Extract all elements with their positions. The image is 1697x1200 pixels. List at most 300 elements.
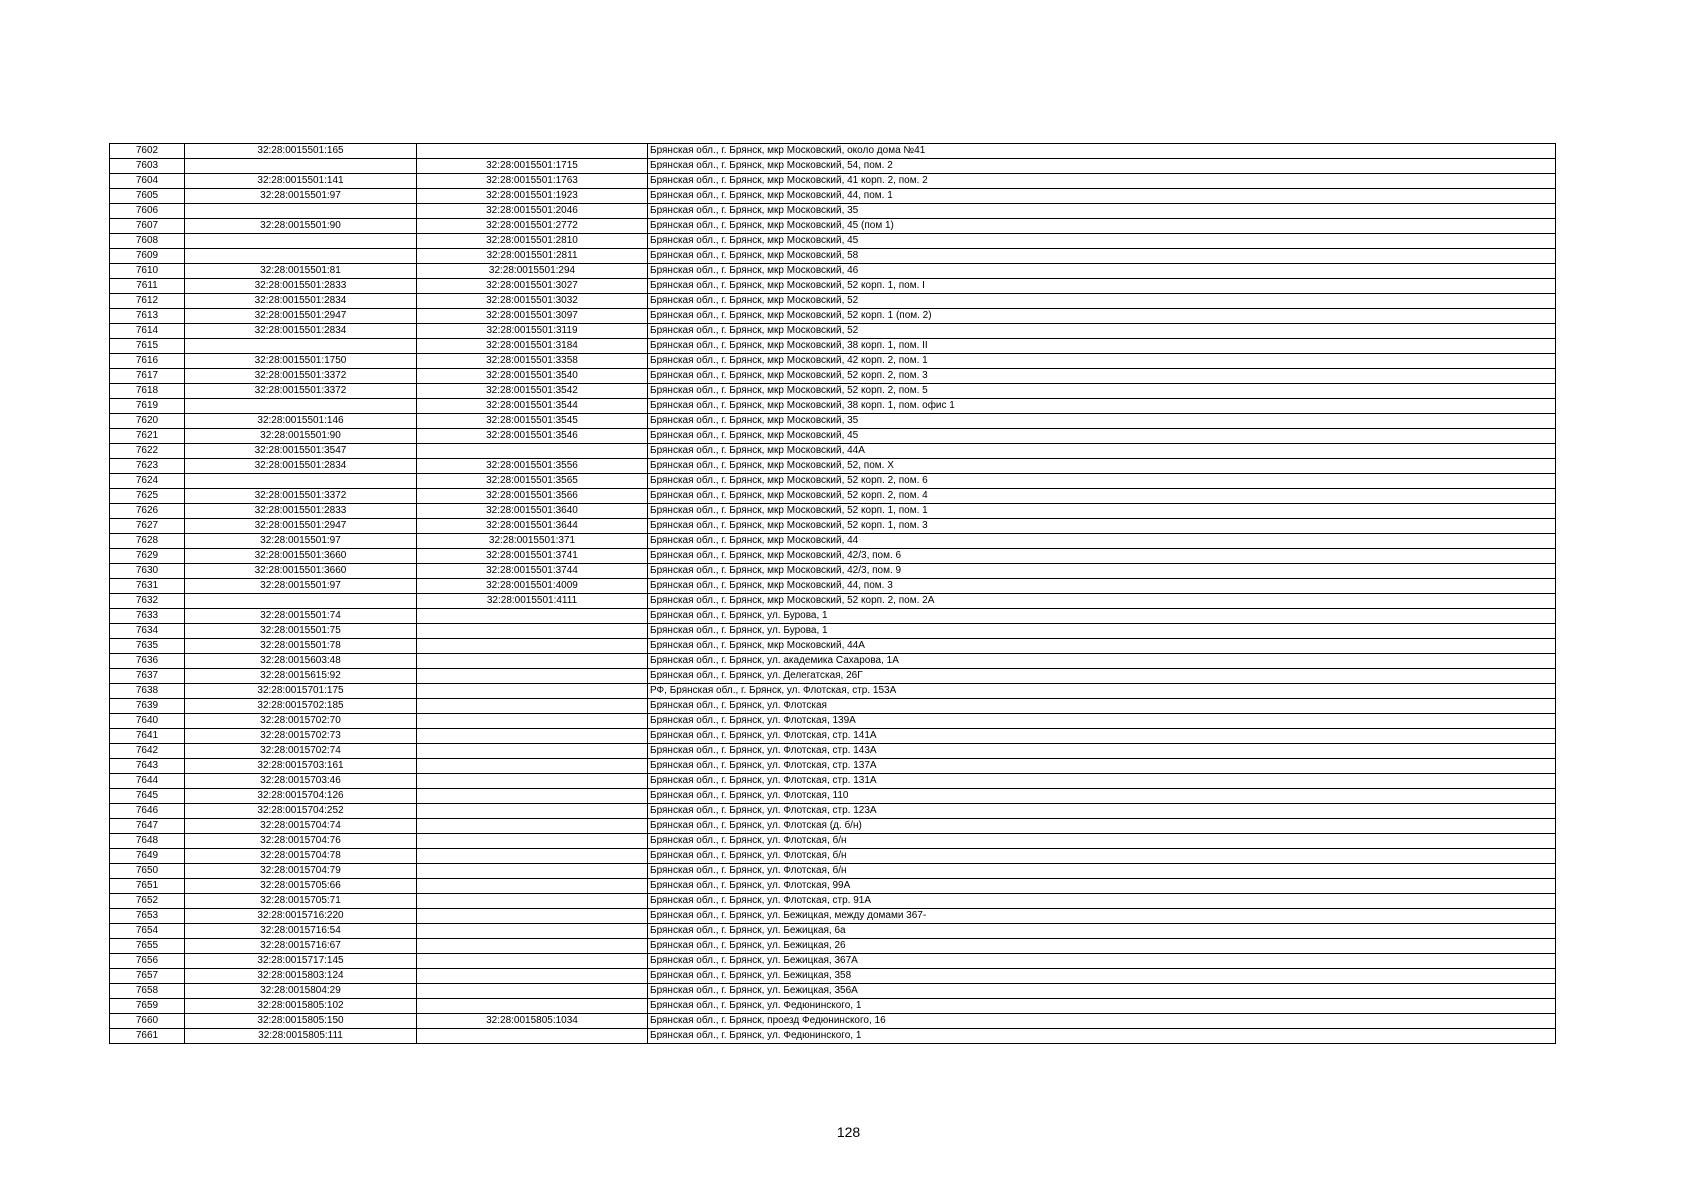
object-cadastral-number-cell [417,744,648,759]
row-number-cell: 7656 [110,954,185,969]
object-cadastral-number-cell: 32:28:0015501:3540 [417,369,648,384]
table-row [110,654,1556,669]
cadastral-number-cell: 32:28:0015702:70 [185,714,417,729]
address-cell: Брянская обл., г. Брянск, ул. Бежицкая, 6а [648,924,1556,939]
object-cadastral-number-cell [417,834,648,849]
cadastral-number-cell: 32:28:0015804:29 [185,984,417,999]
object-cadastral-number-cell [417,819,648,834]
address-cell: Брянская обл., г. Брянск, ул. Флотская, стр. 123А [648,804,1556,819]
table-row [110,624,1556,639]
address-cell: Брянская обл., г. Брянск, ул. Бежицкая, 358 [648,969,1556,984]
address-cell: Брянская обл., г. Брянск, ул. Флотская, стр. 141А [648,729,1556,744]
row-number-cell: 7603 [110,159,185,174]
table-row [110,609,1556,624]
table-row [110,234,1556,249]
address-cell: Брянская обл., г. Брянск, ул. Флотская [648,699,1556,714]
row-number-cell: 7648 [110,834,185,849]
address-cell: Брянская обл., г. Брянск, мкр Московский, 45 [648,234,1556,249]
object-cadastral-number-cell: 32:28:0015501:3640 [417,504,648,519]
table-row [110,324,1556,339]
table-row [110,579,1556,594]
cadastral-number-cell: 32:28:0015701:175 [185,684,417,699]
table-row [110,339,1556,354]
address-cell: Брянская обл., г. Брянск, мкр Московский, 38 корп. 1, пом. II [648,339,1556,354]
cadastral-number-cell: 32:28:0015501:2834 [185,324,417,339]
object-cadastral-number-cell: 32:28:0015501:3744 [417,564,648,579]
table-row [110,879,1556,894]
object-cadastral-number-cell [417,1029,648,1044]
object-cadastral-number-cell [417,879,648,894]
cadastral-number-cell: 32:28:0015501:78 [185,639,417,654]
object-cadastral-number-cell [417,939,648,954]
cadastral-number-cell: 32:28:0015501:75 [185,624,417,639]
address-cell: Брянская обл., г. Брянск, мкр Московский, 52 корп. 2, пом. 5 [648,384,1556,399]
address-cell: Брянская обл., г. Брянск, мкр Московский, 52 корп. 2, пом. 2А [648,594,1556,609]
row-number-cell: 7610 [110,264,185,279]
address-cell: Брянская обл., г. Брянск, мкр Московский, 45 [648,429,1556,444]
table-row [110,294,1556,309]
cadastral-number-cell [185,159,417,174]
table-row [110,549,1556,564]
row-number-cell: 7659 [110,999,185,1014]
cadastral-number-cell: 32:28:0015501:1750 [185,354,417,369]
row-number-cell: 7604 [110,174,185,189]
row-number-cell: 7660 [110,1014,185,1029]
address-cell: Брянская обл., г. Брянск, мкр Московский, 52 корп. 1 (пом. 2) [648,309,1556,324]
object-cadastral-number-cell: 32:28:0015501:4009 [417,579,648,594]
address-cell: Брянская обл., г. Брянск, мкр Московский, 52 корп. 1, пом. 3 [648,519,1556,534]
row-number-cell: 7634 [110,624,185,639]
table-row [110,774,1556,789]
cadastral-number-cell: 32:28:0015501:81 [185,264,417,279]
address-cell: Брянская обл., г. Брянск, ул. Флотская (д. б/н) [648,819,1556,834]
registry-table [109,143,1556,1044]
table-row [110,714,1556,729]
object-cadastral-number-cell: 32:28:0015501:3544 [417,399,648,414]
row-number-cell: 7609 [110,249,185,264]
object-cadastral-number-cell [417,639,648,654]
object-cadastral-number-cell [417,684,648,699]
address-cell: Брянская обл., г. Брянск, ул. Флотская, б/н [648,849,1556,864]
row-number-cell: 7625 [110,489,185,504]
table-row [110,564,1556,579]
address-cell: Брянская обл., г. Брянск, мкр Московский, 44 [648,534,1556,549]
row-number-cell: 7641 [110,729,185,744]
cadastral-number-cell: 32:28:0015501:3372 [185,384,417,399]
row-number-cell: 7633 [110,609,185,624]
table-row [110,519,1556,534]
table-row [110,249,1556,264]
object-cadastral-number-cell: 32:28:0015501:3546 [417,429,648,444]
cadastral-number-cell: 32:28:0015501:2947 [185,519,417,534]
row-number-cell: 7636 [110,654,185,669]
object-cadastral-number-cell: 32:28:0015501:3032 [417,294,648,309]
table-row [110,699,1556,714]
row-number-cell: 7621 [110,429,185,444]
object-cadastral-number-cell: 32:28:0015501:3566 [417,489,648,504]
object-cadastral-number-cell: 32:28:0015501:3119 [417,324,648,339]
cadastral-number-cell: 32:28:0015501:3372 [185,489,417,504]
registry-body [110,144,1556,1044]
table-row [110,639,1556,654]
object-cadastral-number-cell [417,894,648,909]
object-cadastral-number-cell [417,714,648,729]
row-number-cell: 7627 [110,519,185,534]
cadastral-number-cell: 32:28:0015704:252 [185,804,417,819]
row-number-cell: 7632 [110,594,185,609]
address-cell: Брянская обл., г. Брянск, ул. Бурова, 1 [648,624,1556,639]
table-row [110,354,1556,369]
cadastral-number-cell: 32:28:0015702:185 [185,699,417,714]
table-row [110,264,1556,279]
row-number-cell: 7652 [110,894,185,909]
table-row [110,204,1556,219]
table-row [110,369,1556,384]
row-number-cell: 7629 [110,549,185,564]
row-number-cell: 7654 [110,924,185,939]
row-number-cell: 7616 [110,354,185,369]
object-cadastral-number-cell [417,444,648,459]
cadastral-number-cell: 32:28:0015716:54 [185,924,417,939]
table-row [110,189,1556,204]
row-number-cell: 7626 [110,504,185,519]
row-number-cell: 7622 [110,444,185,459]
row-number-cell: 7657 [110,969,185,984]
cadastral-number-cell: 32:28:0015501:141 [185,174,417,189]
object-cadastral-number-cell: 32:28:0015501:3545 [417,414,648,429]
row-number-cell: 7639 [110,699,185,714]
cadastral-number-cell [185,594,417,609]
cadastral-number-cell: 32:28:0015803:124 [185,969,417,984]
row-number-cell: 7646 [110,804,185,819]
object-cadastral-number-cell: 32:28:0015501:3097 [417,309,648,324]
cadastral-number-cell: 32:28:0015704:76 [185,834,417,849]
address-cell: РФ, Брянская обл., г. Брянск, ул. Флотская, стр. 153А [648,684,1556,699]
row-number-cell: 7628 [110,534,185,549]
table-row [110,474,1556,489]
cadastral-number-cell [185,399,417,414]
row-number-cell: 7612 [110,294,185,309]
table-row [110,939,1556,954]
address-cell: Брянская обл., г. Брянск, ул. Флотская, 139А [648,714,1556,729]
table-row [110,429,1556,444]
object-cadastral-number-cell [417,849,648,864]
table-row [110,399,1556,414]
object-cadastral-number-cell: 32:28:0015501:3542 [417,384,648,399]
cadastral-number-cell: 32:28:0015501:2947 [185,309,417,324]
table-row [110,744,1556,759]
row-number-cell: 7606 [110,204,185,219]
object-cadastral-number-cell [417,864,648,879]
table-row [110,984,1556,999]
table-row [110,684,1556,699]
address-cell: Брянская обл., г. Брянск, мкр Московский, 38 корп. 1, пом. офис 1 [648,399,1556,414]
cadastral-number-cell: 32:28:0015805:111 [185,1029,417,1044]
cadastral-number-cell [185,249,417,264]
object-cadastral-number-cell: 32:28:0015501:1763 [417,174,648,189]
cadastral-number-cell: 32:28:0015717:145 [185,954,417,969]
row-number-cell: 7614 [110,324,185,339]
cadastral-number-cell: 32:28:0015501:97 [185,189,417,204]
object-cadastral-number-cell: 32:28:0015501:2046 [417,204,648,219]
address-cell: Брянская обл., г. Брянск, мкр Московский, 58 [648,249,1556,264]
table-row [110,729,1556,744]
object-cadastral-number-cell: 32:28:0015805:1034 [417,1014,648,1029]
cadastral-number-cell [185,234,417,249]
cadastral-number-cell: 32:28:0015501:146 [185,414,417,429]
cadastral-number-cell [185,204,417,219]
address-cell: Брянская обл., г. Брянск, мкр Московский, 52 корп. 1, пом. I [648,279,1556,294]
cadastral-number-cell: 32:28:0015603:48 [185,654,417,669]
address-cell: Брянская обл., г. Брянск, ул. Флотская, стр. 143А [648,744,1556,759]
object-cadastral-number-cell [417,729,648,744]
table-row [110,864,1556,879]
address-cell: Брянская обл., г. Брянск, мкр Московский, 41 корп. 2, пом. 2 [648,174,1556,189]
cadastral-number-cell: 32:28:0015501:3660 [185,564,417,579]
table-row [110,279,1556,294]
object-cadastral-number-cell [417,699,648,714]
cadastral-number-cell [185,474,417,489]
object-cadastral-number-cell: 32:28:0015501:2772 [417,219,648,234]
table-row [110,669,1556,684]
table-row [110,999,1556,1014]
address-cell: Брянская обл., г. Брянск, ул. Федюнинского, 1 [648,999,1556,1014]
object-cadastral-number-cell: 32:28:0015501:1923 [417,189,648,204]
table-row [110,144,1556,159]
address-cell: Брянская обл., г. Брянск, ул. Бежицкая, между домами 367- [648,909,1556,924]
address-cell: Брянская обл., г. Брянск, ул. Бежицкая, 367А [648,954,1556,969]
object-cadastral-number-cell: 32:28:0015501:2811 [417,249,648,264]
object-cadastral-number-cell [417,654,648,669]
address-cell: Брянская обл., г. Брянск, ул. Делегатская, 26Г [648,669,1556,684]
object-cadastral-number-cell [417,909,648,924]
cadastral-number-cell: 32:28:0015702:73 [185,729,417,744]
object-cadastral-number-cell: 32:28:0015501:4111 [417,594,648,609]
address-cell: Брянская обл., г. Брянск, ул. Бурова, 1 [648,609,1556,624]
table-row [110,954,1556,969]
cadastral-number-cell: 32:28:0015501:165 [185,144,417,159]
address-cell: Брянская обл., г. Брянск, мкр Московский, 35 [648,204,1556,219]
table-row [110,414,1556,429]
object-cadastral-number-cell [417,759,648,774]
table-row [110,489,1556,504]
row-number-cell: 7617 [110,369,185,384]
address-cell: Брянская обл., г. Брянск, мкр Московский, 42/3, пом. 6 [648,549,1556,564]
table-row [110,309,1556,324]
table-row [110,459,1556,474]
table-row [110,894,1556,909]
row-number-cell: 7605 [110,189,185,204]
table-row [110,159,1556,174]
row-number-cell: 7620 [110,414,185,429]
cadastral-number-cell: 32:28:0015704:74 [185,819,417,834]
page-number: 128 [836,1124,861,1140]
object-cadastral-number-cell [417,624,648,639]
address-cell: Брянская обл., г. Брянск, ул. Флотская, 99А [648,879,1556,894]
cadastral-number-cell [185,339,417,354]
address-cell: Брянская обл., г. Брянск, ул. Бежицкая, 356А [648,984,1556,999]
address-cell: Брянская обл., г. Брянск, мкр Московский, 45 (пом 1) [648,219,1556,234]
table-row [110,534,1556,549]
address-cell: Брянская обл., г. Брянск, ул. Бежицкая, 26 [648,939,1556,954]
table-row [110,819,1556,834]
cadastral-number-cell: 32:28:0015501:3660 [185,549,417,564]
cadastral-number-cell: 32:28:0015702:74 [185,744,417,759]
address-cell: Брянская обл., г. Брянск, мкр Московский, 52 корп. 2, пом. 3 [648,369,1556,384]
address-cell: Брянская обл., г. Брянск, мкр Московский, 44, пом. 3 [648,579,1556,594]
cadastral-number-cell: 32:28:0015501:97 [185,579,417,594]
address-cell: Брянская обл., г. Брянск, мкр Московский, 54, пом. 2 [648,159,1556,174]
table-row [110,219,1556,234]
address-cell: Брянская обл., г. Брянск, ул. Федюнинского, 1 [648,1029,1556,1044]
cadastral-number-cell: 32:28:0015501:90 [185,219,417,234]
address-cell: Брянская обл., г. Брянск, мкр Московский, 44, пом. 1 [648,189,1556,204]
cadastral-number-cell: 32:28:0015501:97 [185,534,417,549]
row-number-cell: 7611 [110,279,185,294]
table-row [110,759,1556,774]
object-cadastral-number-cell [417,609,648,624]
cadastral-number-cell: 32:28:0015805:150 [185,1014,417,1029]
cadastral-number-cell: 32:28:0015615:92 [185,669,417,684]
row-number-cell: 7658 [110,984,185,999]
row-number-cell: 7618 [110,384,185,399]
cadastral-number-cell: 32:28:0015705:66 [185,879,417,894]
row-number-cell: 7631 [110,579,185,594]
object-cadastral-number-cell [417,804,648,819]
object-cadastral-number-cell: 32:28:0015501:3644 [417,519,648,534]
row-number-cell: 7644 [110,774,185,789]
object-cadastral-number-cell: 32:28:0015501:3184 [417,339,648,354]
row-number-cell: 7623 [110,459,185,474]
cadastral-number-cell: 32:28:0015705:71 [185,894,417,909]
row-number-cell: 7624 [110,474,185,489]
cadastral-number-cell: 32:28:0015704:78 [185,849,417,864]
row-number-cell: 7619 [110,399,185,414]
address-cell: Брянская обл., г. Брянск, мкр Московский, 42/3, пом. 9 [648,564,1556,579]
row-number-cell: 7607 [110,219,185,234]
table-row [110,444,1556,459]
cadastral-number-cell: 32:28:0015501:2834 [185,459,417,474]
row-number-cell: 7649 [110,849,185,864]
object-cadastral-number-cell: 32:28:0015501:3556 [417,459,648,474]
row-number-cell: 7645 [110,789,185,804]
object-cadastral-number-cell [417,774,648,789]
row-number-cell: 7651 [110,879,185,894]
object-cadastral-number-cell: 32:28:0015501:2810 [417,234,648,249]
row-number-cell: 7642 [110,744,185,759]
table-row [110,924,1556,939]
address-cell: Брянская обл., г. Брянск, ул. Флотская, стр. 137А [648,759,1556,774]
cadastral-number-cell: 32:28:0015703:161 [185,759,417,774]
object-cadastral-number-cell: 32:28:0015501:294 [417,264,648,279]
cadastral-number-cell: 32:28:0015501:2833 [185,504,417,519]
row-number-cell: 7613 [110,309,185,324]
object-cadastral-number-cell: 32:28:0015501:3358 [417,354,648,369]
address-cell: Брянская обл., г. Брянск, мкр Московский, 42 корп. 2, пом. 1 [648,354,1556,369]
cadastral-number-cell: 32:28:0015716:67 [185,939,417,954]
row-number-cell: 7655 [110,939,185,954]
table-row [110,504,1556,519]
table-row [110,834,1556,849]
object-cadastral-number-cell [417,924,648,939]
object-cadastral-number-cell [417,954,648,969]
row-number-cell: 7653 [110,909,185,924]
cadastral-number-cell: 32:28:0015501:2833 [185,279,417,294]
table-row [110,909,1556,924]
object-cadastral-number-cell [417,144,648,159]
row-number-cell: 7638 [110,684,185,699]
table-row [110,174,1556,189]
cadastral-number-cell: 32:28:0015704:126 [185,789,417,804]
row-number-cell: 7637 [110,669,185,684]
address-cell: Брянская обл., г. Брянск, ул. Флотская, стр. 91А [648,894,1556,909]
address-cell: Брянская обл., г. Брянск, ул. академика Сахарова, 1А [648,654,1556,669]
row-number-cell: 7640 [110,714,185,729]
object-cadastral-number-cell [417,789,648,804]
cadastral-number-cell: 32:28:0015805:102 [185,999,417,1014]
cadastral-number-cell: 32:28:0015501:74 [185,609,417,624]
row-number-cell: 7643 [110,759,185,774]
address-cell: Брянская обл., г. Брянск, мкр Московский, 52 корп. 2, пом. 4 [648,489,1556,504]
table-row [110,384,1556,399]
address-cell: Брянская обл., г. Брянск, ул. Флотская, 110 [648,789,1556,804]
address-cell: Брянская обл., г. Брянск, мкр Московский, 44А [648,639,1556,654]
cadastral-number-cell: 32:28:0015716:220 [185,909,417,924]
address-cell: Брянская обл., г. Брянск, мкр Московский, 35 [648,414,1556,429]
address-cell: Брянская обл., г. Брянск, мкр Московский, 44А [648,444,1556,459]
table-row [110,594,1556,609]
object-cadastral-number-cell [417,669,648,684]
table-row [110,804,1556,819]
row-number-cell: 7650 [110,864,185,879]
row-number-cell: 7602 [110,144,185,159]
address-cell: Брянская обл., г. Брянск, проезд Федюнинского, 16 [648,1014,1556,1029]
cadastral-number-cell: 32:28:0015501:3372 [185,369,417,384]
row-number-cell: 7661 [110,1029,185,1044]
object-cadastral-number-cell: 32:28:0015501:371 [417,534,648,549]
address-cell: Брянская обл., г. Брянск, мкр Московский, 52 корп. 1, пом. 1 [648,504,1556,519]
table-row [110,1029,1556,1044]
address-cell: Брянская обл., г. Брянск, ул. Флотская, стр. 131А [648,774,1556,789]
object-cadastral-number-cell [417,999,648,1014]
object-cadastral-number-cell [417,984,648,999]
address-cell: Брянская обл., г. Брянск, мкр Московский, 46 [648,264,1556,279]
address-cell: Брянская обл., г. Брянск, мкр Московский, 52 [648,294,1556,309]
row-number-cell: 7647 [110,819,185,834]
address-cell: Брянская обл., г. Брянск, мкр Московский, 52 корп. 2, пом. 6 [648,474,1556,489]
row-number-cell: 7608 [110,234,185,249]
address-cell: Брянская обл., г. Брянск, мкр Московский, 52 [648,324,1556,339]
table-row [110,969,1556,984]
cadastral-number-cell: 32:28:0015501:3547 [185,444,417,459]
table-row [110,789,1556,804]
cadastral-number-cell: 32:28:0015703:46 [185,774,417,789]
table-row [110,1014,1556,1029]
row-number-cell: 7630 [110,564,185,579]
object-cadastral-number-cell: 32:28:0015501:3565 [417,474,648,489]
row-number-cell: 7615 [110,339,185,354]
cadastral-number-cell: 32:28:0015704:79 [185,864,417,879]
object-cadastral-number-cell [417,969,648,984]
object-cadastral-number-cell: 32:28:0015501:1715 [417,159,648,174]
table-row [110,849,1556,864]
object-cadastral-number-cell: 32:28:0015501:3027 [417,279,648,294]
address-cell: Брянская обл., г. Брянск, ул. Флотская, б/н [648,864,1556,879]
address-cell: Брянская обл., г. Брянск, мкр Московский, 52, пом. X [648,459,1556,474]
cadastral-number-cell: 32:28:0015501:2834 [185,294,417,309]
address-cell: Брянская обл., г. Брянск, мкр Московский, около дома №41 [648,144,1556,159]
object-cadastral-number-cell: 32:28:0015501:3741 [417,549,648,564]
